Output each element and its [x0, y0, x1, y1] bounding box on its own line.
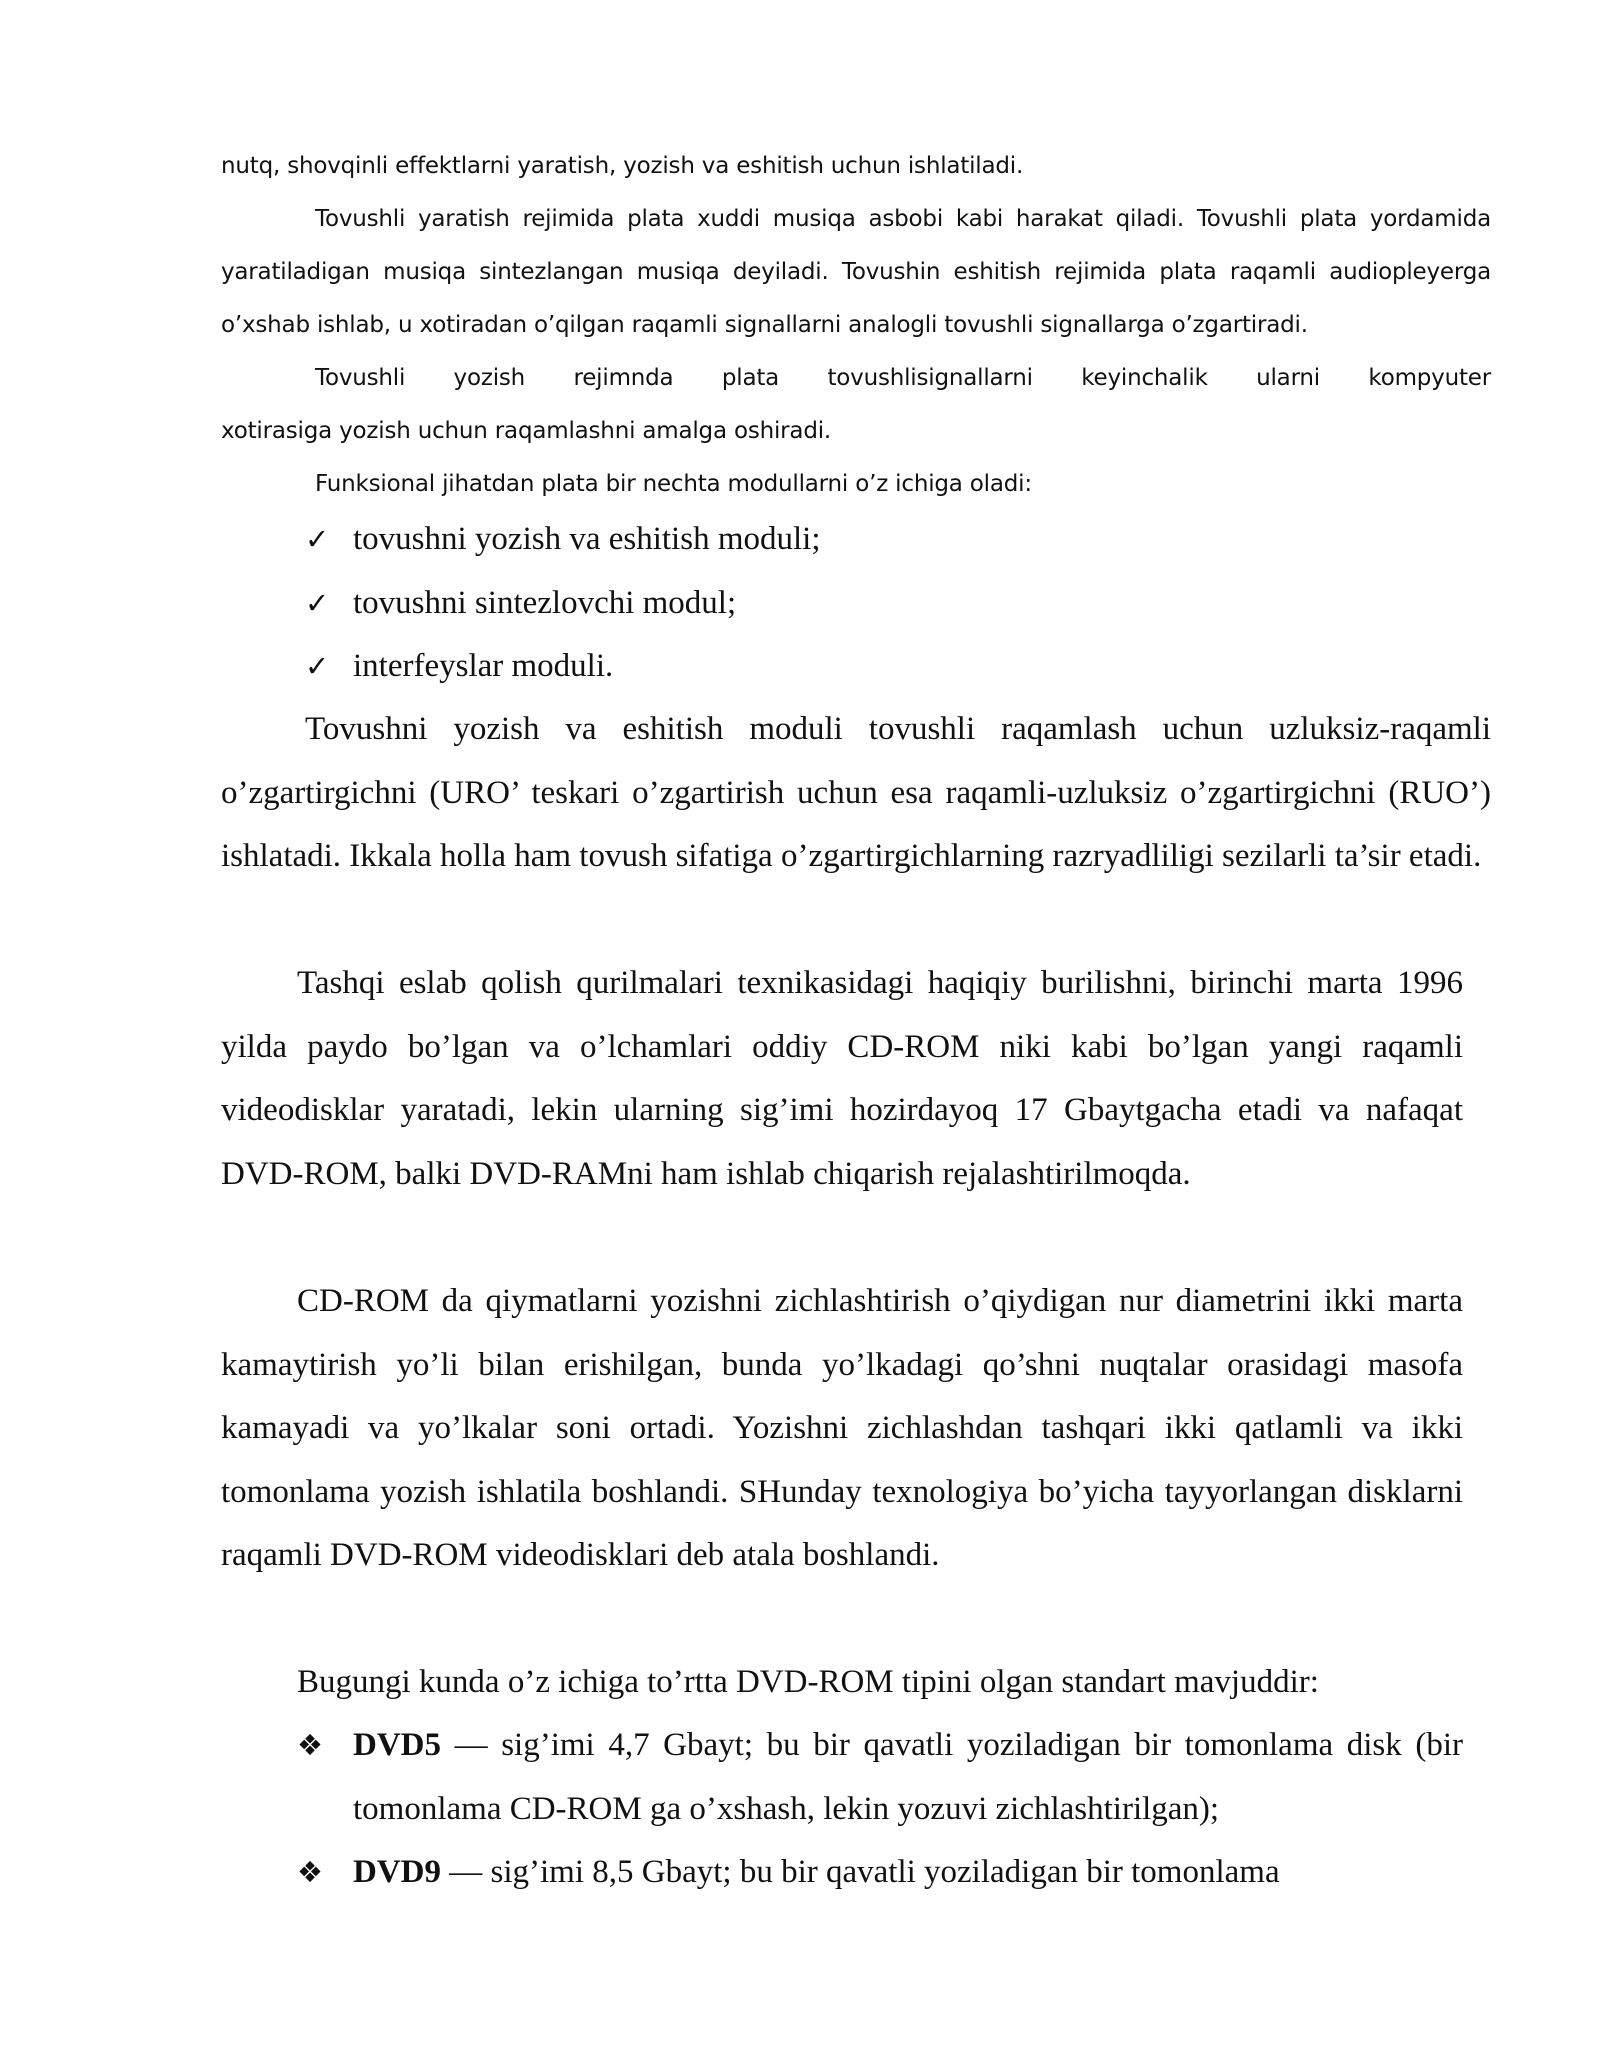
- dvd-type-description: — sig’imi 8,5 Gbayt; bu bir qavatli yoziladigan bir tomonlama: [441, 1854, 1280, 1890]
- diamond-bullet-icon: ❖: [297, 1728, 323, 1762]
- paragraph-cdrom-density: CD-ROM da qiymatlarni yozishni zichlashtirish o’qiydigan nur diametrini ikki marta kamaytirish yo’li bilan erishilgan, bunda yo’lkadagi qo’shni nuqtalar orasidagi masofa kamayadi va yo’lkalar soni ortadi. Yozishni zichlashdan tashqari ikki qatlamli va ikki tomonlama yozish ishlatila boshlandi. SHunday texnologiya bo’yicha tayyorlangan disklarni raqamli DVD-ROM videodisklari deb atala boshlandi.: [221, 1283, 1463, 1573]
- list-item: [297, 1714, 1463, 1841]
- checkmark-icon: ✓: [305, 649, 330, 683]
- paragraph-dvd-history: Tashqi eslab qolish qurilmalari texnikasidagi haqiqiy burilishni, birinchi marta 1996 yilda paydo bo’lgan va o’lchamlari oddiy CD-ROM niki kabi bo’lgan yangi raqamli videodisklar yaratadi, lekin ularning sig’imi hozirdayoq 17 Gbaytgacha etadi va nafaqat DVD-ROM, balki DVD-RAMni ham ishlab chiqarish rejalashtirilmoqda.: [221, 965, 1463, 1192]
- checkmark-icon: ✓: [305, 585, 330, 620]
- paragraph-recording-mode: [221, 352, 1491, 458]
- dvd-type-name: DVD5: [353, 1727, 441, 1763]
- paragraph-dvd-standard: Bugungi kunda o’z ichiga to’rtta DVD-ROM tipini olgan standart mavjuddir:: [297, 1664, 1319, 1700]
- paragraph-recording-module: Tovushni yozish va eshitish moduli tovushli raqamlash uchun uzluksiz-raqamli o’zgartirgichni (URO’ teskari o’zgartirish uchun esa raqamli-uzluksiz o’zgartirgichni (RUO’) ishlatadi. Ikkala holla ham tovush sifatiga o’zgartirgichlarning razryadliligi sezilarli ta’sir etadi.: [221, 711, 1491, 874]
- recording-mode-line-1: Tovushli yozish rejimnda plata tovushlisignallarni keyinchalik ularni kompyuter: [315, 365, 1491, 391]
- module-label: tovushni sintezlovchi modul;: [353, 584, 737, 621]
- dvd-type-description: — sig’imi 4,7 Gbayt; bu bir qavatli yoziladigan bir tomonlama disk (bir tomonlama CD-ROM ga o’xshash, lekin yozuvi zichlashtirilgan);: [353, 1727, 1463, 1827]
- diamond-bullet-icon: ❖: [297, 1855, 323, 1889]
- list-item: [305, 508, 821, 572]
- checkmark-icon: ✓: [305, 522, 330, 556]
- module-label: tovushni yozish va eshitish moduli;: [353, 521, 821, 557]
- paragraph-modules-intro: Funksional jihatdan plata bir nechta modullarni o’z ichiga oladi:: [315, 471, 1032, 497]
- list-item: [297, 1841, 1463, 1905]
- paragraph-intro-continuation: nutq, shovqinli effektlarni yaratish, yozish va eshitish uchun ishlatiladi.: [221, 153, 1024, 179]
- modules-list: [305, 508, 821, 699]
- dvd-types-list: [297, 1714, 1463, 1905]
- module-label: interfeyslar moduli.: [353, 648, 614, 684]
- paragraph-sound-modes: Tovushli yaratish rejimida plata xuddi musiqa asbobi kabi harakat qiladi. Tovushli plata yordamida yaratiladigan musiqa sintezlangan musiqa deyiladi. Tovushin eshitish rejimida plata raqamli audiopleyerga o’xshab ishlab, u xotiradan o’qilgan raqamli signallarni analogli tovushli signallarga o’zgartiradi.: [221, 206, 1491, 338]
- list-item: [305, 572, 821, 636]
- dvd-type-name: DVD9: [353, 1854, 441, 1890]
- recording-mode-line-2: xotirasiga yozish uchun raqamlashni amalga oshiradi.: [221, 418, 832, 444]
- list-item: [305, 635, 821, 699]
